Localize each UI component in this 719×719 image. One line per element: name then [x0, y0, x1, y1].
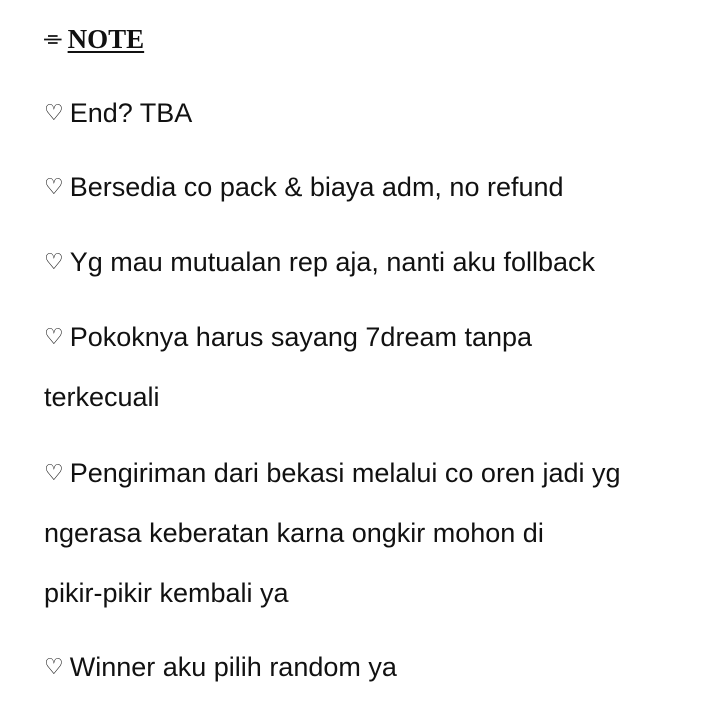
lines-icon: ⌯ [44, 26, 60, 51]
heart-icon: ♡ [44, 461, 64, 486]
note-text: pikir-pikir kembali ya [44, 578, 289, 608]
note-text: Yg mau mutualan rep aja, nanti aku follback [69, 247, 596, 277]
note-text: terkecuali [44, 382, 160, 412]
heart-icon: ♡ [44, 101, 64, 126]
note-text: ngerasa keberatan karna ongkir mohon di [44, 518, 544, 548]
heart-icon: ♡ [44, 175, 64, 200]
note-text: Pokoknya harus sayang 7dream tanpa [69, 322, 533, 352]
heart-icon: ♡ [44, 655, 64, 680]
note-title: NOTE [67, 23, 145, 54]
note-item-pengiriman [44, 459, 621, 489]
note-item-sayang [44, 323, 532, 353]
note-item-sayang-continued [44, 383, 160, 413]
note-item-end [44, 99, 192, 129]
note-text: End? TBA [69, 98, 193, 128]
note-item-pengiriman-continued [44, 519, 544, 549]
note-item-winner [44, 653, 397, 683]
note-heading [44, 22, 144, 56]
note-item-pengiriman-continued-2 [44, 579, 289, 609]
heart-icon: ♡ [44, 325, 64, 350]
note-text: Bersedia co pack & biaya adm, no refund [69, 172, 564, 202]
note-text: Winner aku pilih random ya [69, 652, 397, 682]
note-item-mutualan [44, 248, 595, 278]
note-item-co-pack [44, 173, 564, 203]
heart-icon: ♡ [44, 250, 64, 275]
note-text: Pengiriman dari bekasi melalui co oren jadi yg [69, 458, 621, 488]
